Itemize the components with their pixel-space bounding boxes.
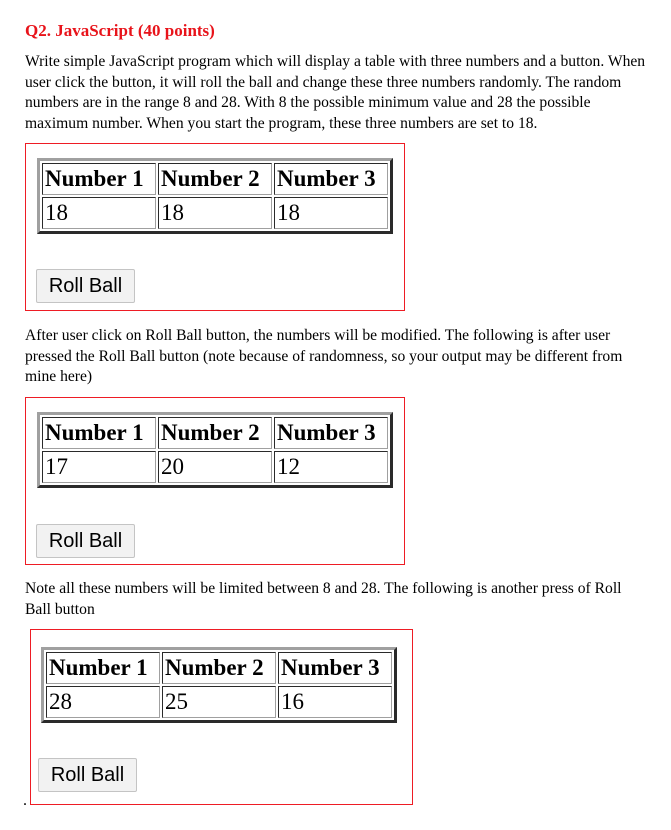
header-number-1: Number 1	[46, 652, 160, 684]
header-number-3: Number 3	[274, 417, 388, 449]
question-heading: Q2. JavaScript (40 points)	[25, 21, 215, 40]
number-1-cell: 17	[42, 451, 156, 483]
number-2-cell: 20	[158, 451, 272, 483]
header-number-3: Number 3	[274, 163, 388, 195]
number-2-cell: 25	[162, 686, 276, 718]
table-header-row	[42, 163, 388, 195]
table-row	[46, 686, 392, 718]
note-text: Note all these numbers will be limited between 8 and 28. The following is another press of Roll Ball button	[25, 580, 622, 618]
number-3-cell: 18	[274, 197, 388, 229]
number-3-cell: 16	[278, 686, 392, 718]
table-header-row	[46, 652, 392, 684]
numbers-table	[41, 647, 397, 723]
table-row	[42, 197, 388, 229]
numbers-table	[37, 412, 393, 488]
roll-ball-button[interactable]: Roll Ball	[38, 758, 137, 792]
table-row	[42, 451, 388, 483]
number-1-cell: 28	[46, 686, 160, 718]
number-1-cell: 18	[42, 197, 156, 229]
number-3-cell: 12	[274, 451, 388, 483]
header-number-1: Number 1	[42, 417, 156, 449]
table-header-row	[42, 417, 388, 449]
header-number-2: Number 2	[158, 163, 272, 195]
header-number-2: Number 2	[158, 417, 272, 449]
after-click-text: After user click on Roll Ball button, the numbers will be modified. The following is after user pressed the Roll Ball button (note because of randomness, so your output may be different from mine here)	[25, 327, 623, 385]
header-number-3: Number 3	[278, 652, 392, 684]
question-intro: Write simple JavaScript program which will display a table with three numbers and a button. When user click the button, it will roll the ball and change these three numbers randomly. The random numbers are in the range 8 and 28. With 8 the possible minimum value and 28 the possible maximum number. When you start the program, these three numbers are set to 18.	[25, 53, 646, 132]
example-after-roll-panel	[25, 397, 405, 565]
example-another-roll-panel	[30, 629, 413, 805]
header-number-1: Number 1	[42, 163, 156, 195]
number-2-cell: 18	[158, 197, 272, 229]
example-initial-panel	[25, 143, 405, 311]
header-number-2: Number 2	[162, 652, 276, 684]
roll-ball-button[interactable]: Roll Ball	[36, 269, 135, 303]
trailing-period: .	[23, 792, 27, 809]
numbers-table	[37, 158, 393, 234]
roll-ball-button[interactable]: Roll Ball	[36, 524, 135, 558]
